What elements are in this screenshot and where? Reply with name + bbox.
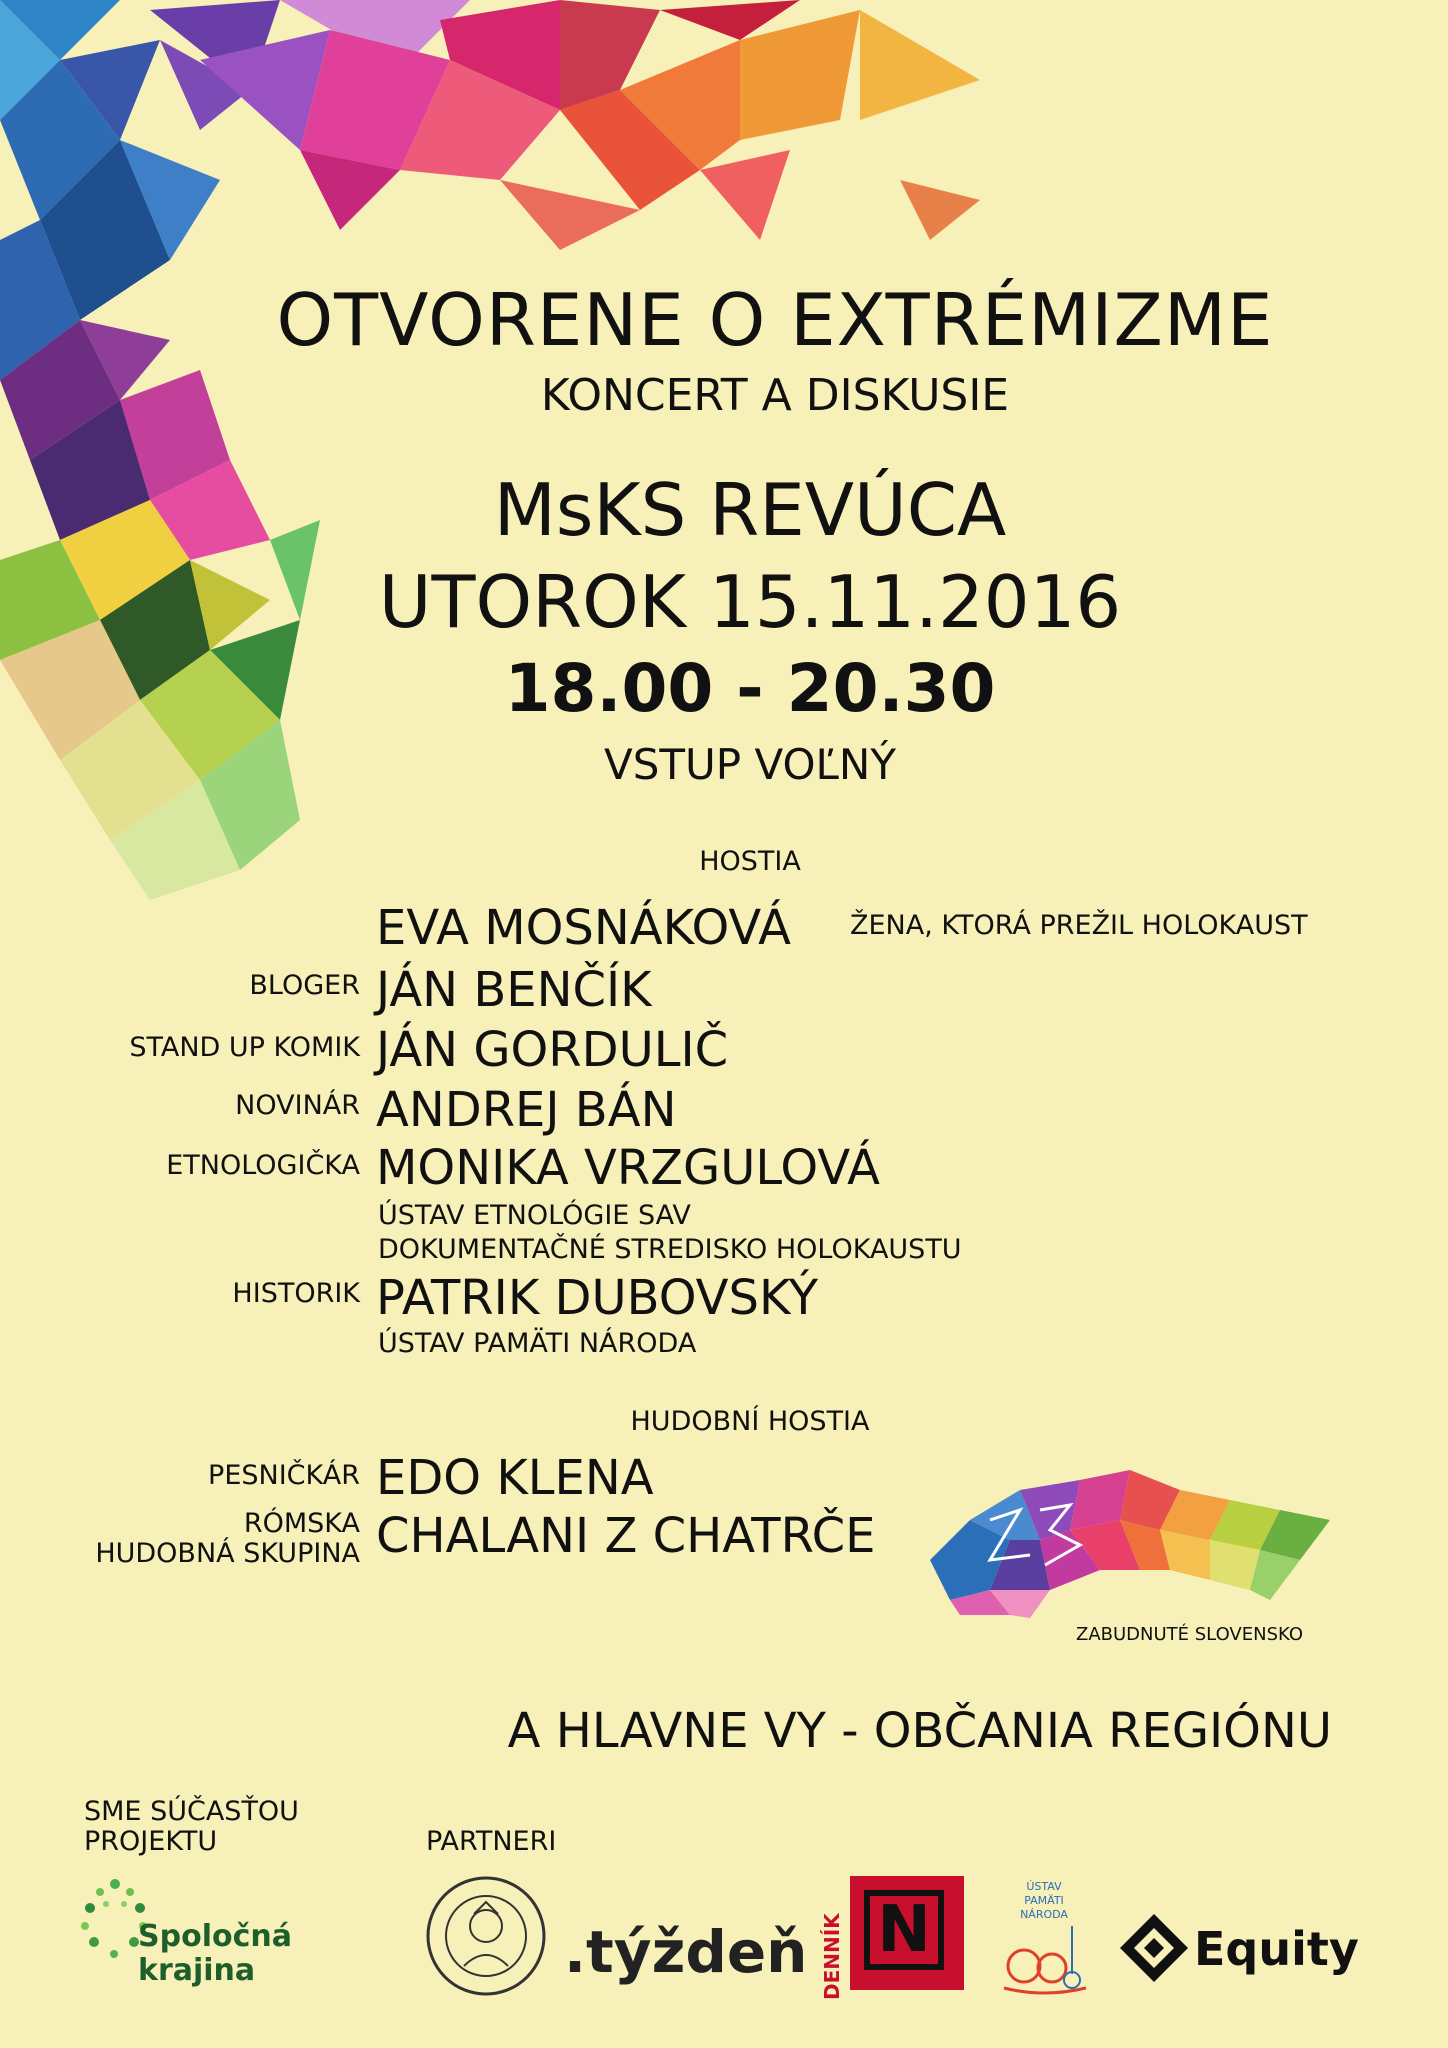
equity-logo: Equity — [1194, 1922, 1359, 1976]
guest-role: BLOGER — [249, 970, 360, 1001]
dennik-n-letter: N — [864, 1890, 944, 1970]
guest-name: MONIKA VRZGULOVÁ — [376, 1140, 880, 1196]
guest-role: NOVINÁR — [235, 1090, 360, 1121]
guest-affiliation: ÚSTAV PAMÄTI NÁRODA — [378, 1328, 697, 1359]
tyzden-logo: .týždeň — [564, 1918, 808, 1986]
guests-heading: HOSTIA — [699, 846, 801, 877]
dennik-text: DENNÍK — [820, 1913, 844, 2000]
music-role: PESNIČKÁR — [208, 1460, 360, 1491]
equity-diamond-icon — [1118, 1912, 1190, 1984]
guest-name: JÁN BENČÍK — [376, 962, 652, 1018]
project-label: SME SÚČASŤOU — [84, 1796, 299, 1827]
event-venue: MsKS REVÚCA — [493, 468, 1007, 552]
guest-role: ETNOLOGIČKA — [166, 1150, 360, 1181]
guest-role: HISTORIK — [232, 1278, 360, 1309]
music-role: RÓMSKA — [243, 1508, 360, 1539]
guest-note: ŽENA, KTORÁ PREŽIL HOLOKAUST — [850, 910, 1308, 941]
event-title: OTVORENE O EXTRÉMIZME — [276, 278, 1274, 362]
event-time: 18.00 - 20.30 — [504, 650, 996, 727]
music-heading: HUDOBNÍ HOSTIA — [630, 1406, 870, 1437]
guest-affiliation: DOKUMENTAČNÉ STREDISKO HOLOKAUSTU — [378, 1234, 962, 1265]
music-role: HUDOBNÁ SKUPINA — [95, 1538, 360, 1569]
polygon-decoration — [0, 0, 1000, 930]
guest-name: EVA MOSNÁKOVÁ — [376, 900, 791, 956]
music-name: CHALANI Z CHATRČE — [376, 1508, 876, 1564]
guest-name: PATRIK DUBOVSKÝ — [376, 1270, 819, 1326]
event-subtitle: KONCERT A DISKUSIE — [540, 370, 1010, 421]
music-name: EDO KLENA — [376, 1450, 654, 1506]
krajina-text: krajina — [138, 1953, 256, 1988]
upn-text: PAMÄTI — [1024, 1894, 1064, 1907]
spolocna-krajina-logo — [138, 1920, 292, 1988]
upn-text: NÁRODA — [1020, 1908, 1068, 1921]
upn-text: ÚSTAV — [1026, 1880, 1062, 1893]
dennik-n-logo — [850, 1876, 964, 1990]
comenius-university-seal — [424, 1874, 548, 1998]
partners-label: PARTNERI — [426, 1826, 557, 1857]
guest-affiliation: ÚSTAV ETNOLÓGIE SAV — [378, 1200, 691, 1231]
zs-caption: ZABUDNUTÉ SLOVENSKO — [1076, 1624, 1303, 1645]
guest-name: JÁN GORDULIČ — [376, 1022, 729, 1078]
zabudnute-slovensko-logo — [930, 1450, 1340, 1620]
guest-role: STAND UP KOMIK — [129, 1032, 360, 1063]
spolocna-text: Spoločná — [138, 1919, 292, 1954]
upn-logo — [994, 1880, 1094, 1922]
upn-emblem — [994, 1924, 1094, 2000]
tagline: A HLAVNE VY - OBČANIA REGIÓNU — [507, 1703, 1332, 1759]
project-label: PROJEKTU — [84, 1826, 218, 1857]
event-entry: VSTUP VOĽNÝ — [604, 740, 896, 789]
guest-name: ANDREJ BÁN — [376, 1082, 677, 1138]
event-date: UTOROK 15.11.2016 — [378, 560, 1122, 644]
